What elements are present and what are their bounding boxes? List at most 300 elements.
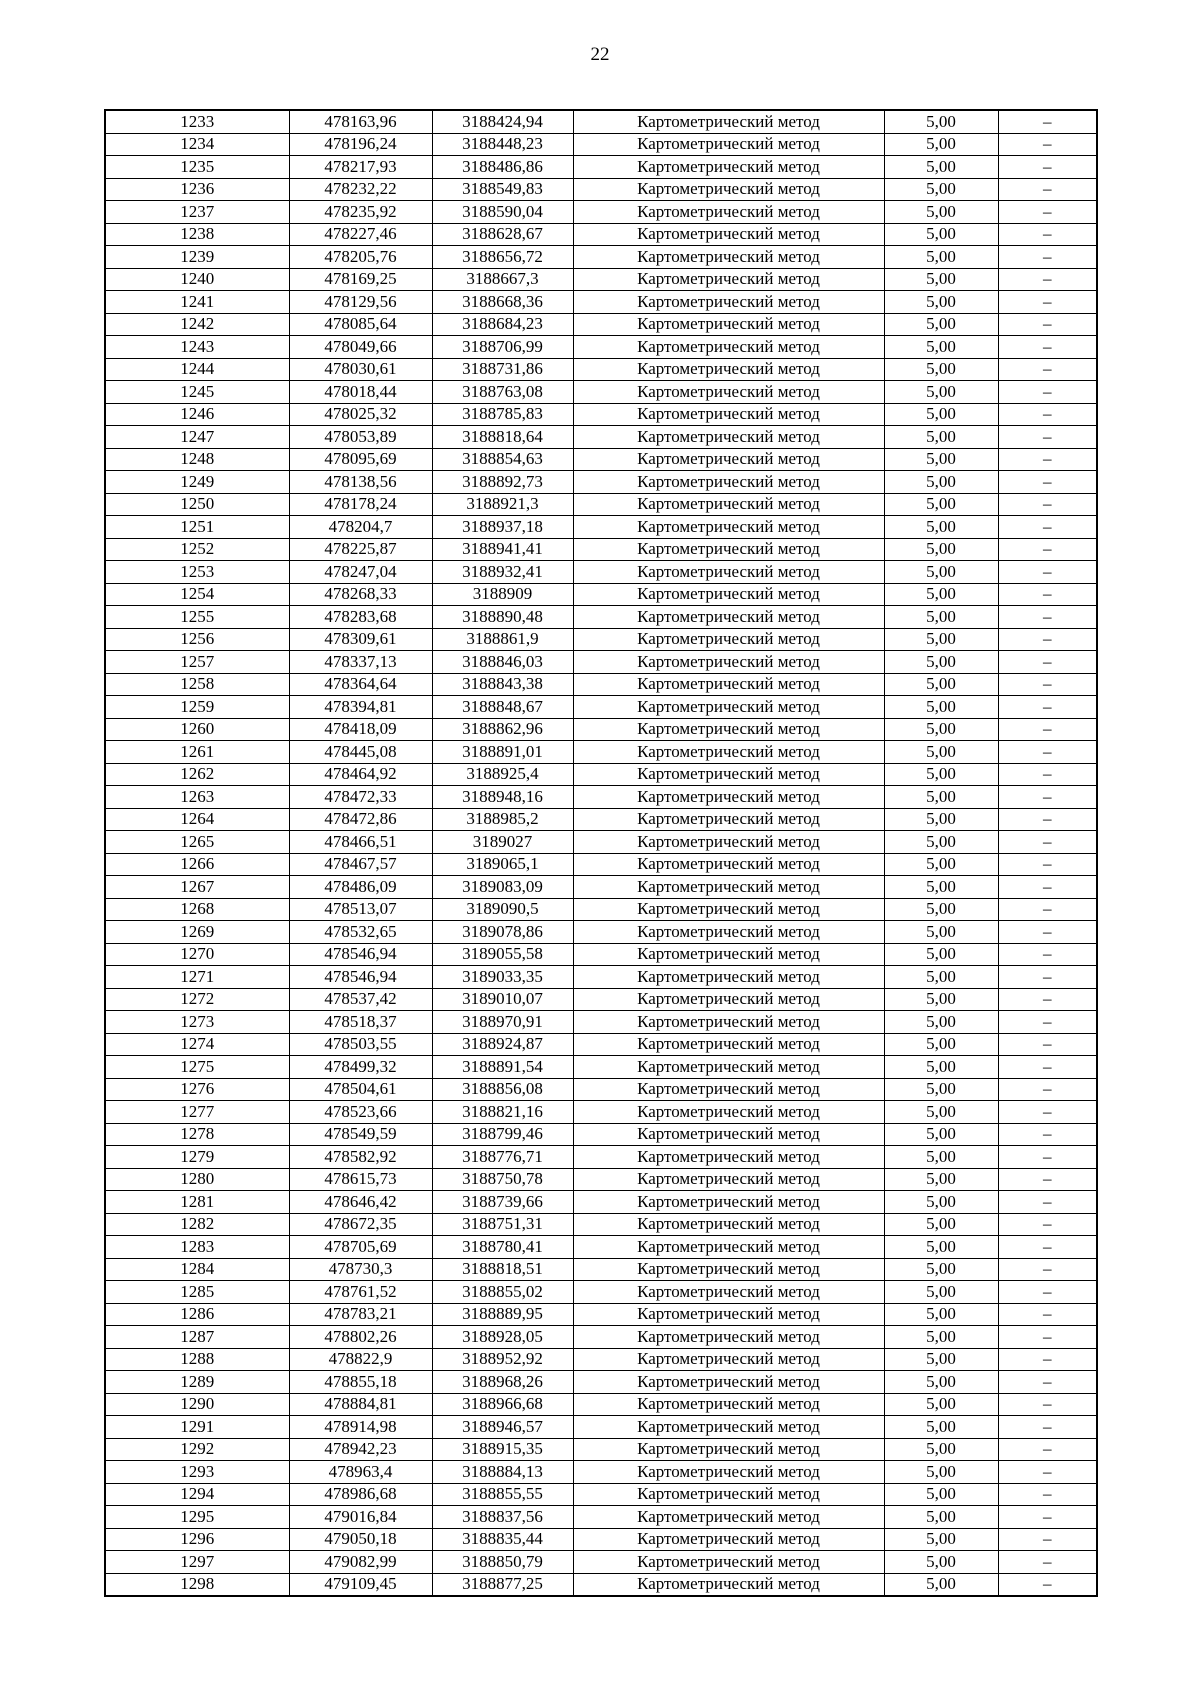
x-coordinate-cell: 478227,46	[289, 223, 432, 246]
x-coordinate-cell: 479050,18	[289, 1528, 432, 1551]
table-row	[105, 1326, 1097, 1349]
y-coordinate-cell: 3188590,04	[432, 201, 573, 224]
accuracy-cell: 5,00	[884, 651, 998, 674]
note-cell: –	[998, 1348, 1097, 1371]
accuracy-cell: 5,00	[884, 1258, 998, 1281]
table-row	[105, 831, 1097, 854]
accuracy-cell: 5,00	[884, 1011, 998, 1034]
note-cell: –	[998, 1573, 1097, 1596]
accuracy-cell: 5,00	[884, 898, 998, 921]
table-row	[105, 763, 1097, 786]
x-coordinate-cell: 478247,04	[289, 561, 432, 584]
point-number-cell: 1262	[105, 763, 289, 786]
point-number-cell: 1255	[105, 606, 289, 629]
point-number-cell: 1282	[105, 1213, 289, 1236]
x-coordinate-cell: 478235,92	[289, 201, 432, 224]
y-coordinate-cell: 3188854,63	[432, 448, 573, 471]
x-coordinate-cell: 478085,64	[289, 313, 432, 336]
point-number-cell: 1247	[105, 426, 289, 449]
y-coordinate-cell: 3188837,56	[432, 1506, 573, 1529]
x-coordinate-cell: 478582,92	[289, 1146, 432, 1169]
method-cell: Картометрический метод	[573, 673, 884, 696]
note-cell: –	[998, 178, 1097, 201]
y-coordinate-cell: 3188776,71	[432, 1146, 573, 1169]
x-coordinate-cell: 478486,09	[289, 876, 432, 899]
accuracy-cell: 5,00	[884, 966, 998, 989]
method-cell: Картометрический метод	[573, 426, 884, 449]
point-number-cell: 1288	[105, 1348, 289, 1371]
table-row	[105, 291, 1097, 314]
x-coordinate-cell: 478532,65	[289, 921, 432, 944]
accuracy-cell: 5,00	[884, 538, 998, 561]
note-cell: –	[998, 876, 1097, 899]
method-cell: Картометрический метод	[573, 583, 884, 606]
table-row	[105, 381, 1097, 404]
y-coordinate-cell: 3188684,23	[432, 313, 573, 336]
point-number-cell: 1234	[105, 133, 289, 156]
note-cell: –	[998, 1303, 1097, 1326]
table-row	[105, 718, 1097, 741]
x-coordinate-cell: 478129,56	[289, 291, 432, 314]
y-coordinate-cell: 3188884,13	[432, 1461, 573, 1484]
x-coordinate-cell: 478095,69	[289, 448, 432, 471]
note-cell: –	[998, 943, 1097, 966]
table-row	[105, 538, 1097, 561]
note-cell: –	[998, 1236, 1097, 1259]
y-coordinate-cell: 3188549,83	[432, 178, 573, 201]
method-cell: Картометрический метод	[573, 1123, 884, 1146]
x-coordinate-cell: 478053,89	[289, 426, 432, 449]
y-coordinate-cell: 3189033,35	[432, 966, 573, 989]
point-number-cell: 1239	[105, 246, 289, 269]
point-number-cell: 1256	[105, 628, 289, 651]
accuracy-cell: 5,00	[884, 718, 998, 741]
x-coordinate-cell: 478504,61	[289, 1078, 432, 1101]
table-row	[105, 1348, 1097, 1371]
x-coordinate-cell: 478217,93	[289, 156, 432, 179]
accuracy-cell: 5,00	[884, 943, 998, 966]
y-coordinate-cell: 3188706,99	[432, 336, 573, 359]
table-row	[105, 471, 1097, 494]
table-row	[105, 1416, 1097, 1439]
point-number-cell: 1258	[105, 673, 289, 696]
y-coordinate-cell: 3188785,83	[432, 403, 573, 426]
table-row	[105, 1528, 1097, 1551]
method-cell: Картометрический метод	[573, 943, 884, 966]
x-coordinate-cell: 478855,18	[289, 1371, 432, 1394]
point-number-cell: 1289	[105, 1371, 289, 1394]
method-cell: Картометрический метод	[573, 471, 884, 494]
method-cell: Картометрический метод	[573, 1461, 884, 1484]
x-coordinate-cell: 478466,51	[289, 831, 432, 854]
y-coordinate-cell: 3188948,16	[432, 786, 573, 809]
method-cell: Картометрический метод	[573, 1213, 884, 1236]
method-cell: Картометрический метод	[573, 133, 884, 156]
accuracy-cell: 5,00	[884, 1146, 998, 1169]
method-cell: Картометрический метод	[573, 1191, 884, 1214]
method-cell: Картометрический метод	[573, 1258, 884, 1281]
accuracy-cell: 5,00	[884, 471, 998, 494]
table-row	[105, 583, 1097, 606]
note-cell: –	[998, 201, 1097, 224]
method-cell: Картометрический метод	[573, 448, 884, 471]
x-coordinate-cell: 478537,42	[289, 988, 432, 1011]
table-row	[105, 1393, 1097, 1416]
point-number-cell: 1260	[105, 718, 289, 741]
note-cell: –	[998, 1393, 1097, 1416]
method-cell: Картометрический метод	[573, 1056, 884, 1079]
method-cell: Картометрический метод	[573, 268, 884, 291]
accuracy-cell: 5,00	[884, 763, 998, 786]
point-number-cell: 1250	[105, 493, 289, 516]
accuracy-cell: 5,00	[884, 1528, 998, 1551]
method-cell: Картометрический метод	[573, 1011, 884, 1034]
y-coordinate-cell: 3188846,03	[432, 651, 573, 674]
table-row	[105, 1056, 1097, 1079]
note-cell: –	[998, 246, 1097, 269]
accuracy-cell: 5,00	[884, 493, 998, 516]
point-number-cell: 1270	[105, 943, 289, 966]
accuracy-cell: 5,00	[884, 1551, 998, 1574]
method-cell: Картометрический метод	[573, 1528, 884, 1551]
accuracy-cell: 5,00	[884, 156, 998, 179]
table-row	[105, 561, 1097, 584]
point-number-cell: 1233	[105, 110, 289, 133]
accuracy-cell: 5,00	[884, 1461, 998, 1484]
method-cell: Картометрический метод	[573, 1506, 884, 1529]
y-coordinate-cell: 3188985,2	[432, 808, 573, 831]
accuracy-cell: 5,00	[884, 1056, 998, 1079]
note-cell: –	[998, 516, 1097, 539]
x-coordinate-cell: 478549,59	[289, 1123, 432, 1146]
note-cell: –	[998, 403, 1097, 426]
accuracy-cell: 5,00	[884, 741, 998, 764]
method-cell: Картометрический метод	[573, 1551, 884, 1574]
method-cell: Картометрический метод	[573, 1371, 884, 1394]
x-coordinate-cell: 478472,86	[289, 808, 432, 831]
method-cell: Картометрический метод	[573, 1393, 884, 1416]
accuracy-cell: 5,00	[884, 1078, 998, 1101]
note-cell: –	[998, 471, 1097, 494]
x-coordinate-cell: 478364,64	[289, 673, 432, 696]
table-row	[105, 201, 1097, 224]
note-cell: –	[998, 606, 1097, 629]
coordinates-table	[104, 109, 1098, 1597]
table-row	[105, 426, 1097, 449]
point-number-cell: 1278	[105, 1123, 289, 1146]
y-coordinate-cell: 3188799,46	[432, 1123, 573, 1146]
point-number-cell: 1281	[105, 1191, 289, 1214]
note-cell: –	[998, 1078, 1097, 1101]
method-cell: Картометрический метод	[573, 246, 884, 269]
point-number-cell: 1266	[105, 853, 289, 876]
y-coordinate-cell: 3188751,31	[432, 1213, 573, 1236]
point-number-cell: 1237	[105, 201, 289, 224]
accuracy-cell: 5,00	[884, 1573, 998, 1596]
point-number-cell: 1249	[105, 471, 289, 494]
point-number-cell: 1235	[105, 156, 289, 179]
method-cell: Картометрический метод	[573, 606, 884, 629]
table-row	[105, 673, 1097, 696]
accuracy-cell: 5,00	[884, 1101, 998, 1124]
point-number-cell: 1251	[105, 516, 289, 539]
point-number-cell: 1280	[105, 1168, 289, 1191]
accuracy-cell: 5,00	[884, 1033, 998, 1056]
x-coordinate-cell: 478499,32	[289, 1056, 432, 1079]
accuracy-cell: 5,00	[884, 696, 998, 719]
x-coordinate-cell: 479082,99	[289, 1551, 432, 1574]
y-coordinate-cell: 3188877,25	[432, 1573, 573, 1596]
x-coordinate-cell: 478196,24	[289, 133, 432, 156]
x-coordinate-cell: 478705,69	[289, 1236, 432, 1259]
note-cell: –	[998, 831, 1097, 854]
point-number-cell: 1252	[105, 538, 289, 561]
accuracy-cell: 5,00	[884, 223, 998, 246]
method-cell: Картометрический метод	[573, 493, 884, 516]
x-coordinate-cell: 479016,84	[289, 1506, 432, 1529]
method-cell: Картометрический метод	[573, 223, 884, 246]
x-coordinate-cell: 478445,08	[289, 741, 432, 764]
y-coordinate-cell: 3188861,9	[432, 628, 573, 651]
point-number-cell: 1271	[105, 966, 289, 989]
note-cell: –	[998, 268, 1097, 291]
note-cell: –	[998, 156, 1097, 179]
accuracy-cell: 5,00	[884, 336, 998, 359]
table-row	[105, 741, 1097, 764]
accuracy-cell: 5,00	[884, 1213, 998, 1236]
table-row	[105, 921, 1097, 944]
method-cell: Картометрический метод	[573, 178, 884, 201]
table-row	[105, 898, 1097, 921]
table-row	[105, 246, 1097, 269]
accuracy-cell: 5,00	[884, 178, 998, 201]
y-coordinate-cell: 3188855,02	[432, 1281, 573, 1304]
x-coordinate-cell: 478646,42	[289, 1191, 432, 1214]
method-cell: Картометрический метод	[573, 110, 884, 133]
table-row	[105, 1551, 1097, 1574]
method-cell: Картометрический метод	[573, 538, 884, 561]
note-cell: –	[998, 291, 1097, 314]
table-row	[105, 808, 1097, 831]
accuracy-cell: 5,00	[884, 876, 998, 899]
x-coordinate-cell: 478337,13	[289, 651, 432, 674]
accuracy-cell: 5,00	[884, 381, 998, 404]
y-coordinate-cell: 3188780,41	[432, 1236, 573, 1259]
accuracy-cell: 5,00	[884, 1123, 998, 1146]
table-row	[105, 1146, 1097, 1169]
point-number-cell: 1265	[105, 831, 289, 854]
x-coordinate-cell: 478049,66	[289, 336, 432, 359]
x-coordinate-cell: 478205,76	[289, 246, 432, 269]
point-number-cell: 1242	[105, 313, 289, 336]
accuracy-cell: 5,00	[884, 1303, 998, 1326]
accuracy-cell: 5,00	[884, 1348, 998, 1371]
y-coordinate-cell: 3189027	[432, 831, 573, 854]
x-coordinate-cell: 478802,26	[289, 1326, 432, 1349]
method-cell: Картометрический метод	[573, 741, 884, 764]
note-cell: –	[998, 1483, 1097, 1506]
method-cell: Картометрический метод	[573, 966, 884, 989]
method-cell: Картометрический метод	[573, 358, 884, 381]
note-cell: –	[998, 1101, 1097, 1124]
y-coordinate-cell: 3188862,96	[432, 718, 573, 741]
x-coordinate-cell: 478914,98	[289, 1416, 432, 1439]
accuracy-cell: 5,00	[884, 313, 998, 336]
note-cell: –	[998, 426, 1097, 449]
point-number-cell: 1293	[105, 1461, 289, 1484]
x-coordinate-cell: 478472,33	[289, 786, 432, 809]
note-cell: –	[998, 313, 1097, 336]
point-number-cell: 1267	[105, 876, 289, 899]
accuracy-cell: 5,00	[884, 1506, 998, 1529]
y-coordinate-cell: 3188818,64	[432, 426, 573, 449]
x-coordinate-cell: 478503,55	[289, 1033, 432, 1056]
accuracy-cell: 5,00	[884, 628, 998, 651]
method-cell: Картометрический метод	[573, 336, 884, 359]
x-coordinate-cell: 478418,09	[289, 718, 432, 741]
accuracy-cell: 5,00	[884, 403, 998, 426]
y-coordinate-cell: 3188952,92	[432, 1348, 573, 1371]
table-row	[105, 358, 1097, 381]
y-coordinate-cell: 3188628,67	[432, 223, 573, 246]
y-coordinate-cell: 3188889,95	[432, 1303, 573, 1326]
point-number-cell: 1268	[105, 898, 289, 921]
table-row	[105, 313, 1097, 336]
table-row	[105, 1258, 1097, 1281]
table-row	[105, 943, 1097, 966]
y-coordinate-cell: 3188915,35	[432, 1438, 573, 1461]
table-row	[105, 268, 1097, 291]
point-number-cell: 1257	[105, 651, 289, 674]
method-cell: Картометрический метод	[573, 561, 884, 584]
table-row	[105, 1438, 1097, 1461]
table-row	[105, 223, 1097, 246]
point-number-cell: 1287	[105, 1326, 289, 1349]
point-number-cell: 1297	[105, 1551, 289, 1574]
note-cell: –	[998, 1056, 1097, 1079]
method-cell: Картометрический метод	[573, 1438, 884, 1461]
y-coordinate-cell: 3188739,66	[432, 1191, 573, 1214]
note-cell: –	[998, 763, 1097, 786]
y-coordinate-cell: 3188656,72	[432, 246, 573, 269]
note-cell: –	[998, 1326, 1097, 1349]
x-coordinate-cell: 478467,57	[289, 853, 432, 876]
method-cell: Картометрический метод	[573, 1033, 884, 1056]
point-number-cell: 1240	[105, 268, 289, 291]
point-number-cell: 1253	[105, 561, 289, 584]
note-cell: –	[998, 1551, 1097, 1574]
method-cell: Картометрический метод	[573, 696, 884, 719]
y-coordinate-cell: 3188856,08	[432, 1078, 573, 1101]
table-row	[105, 1123, 1097, 1146]
note-cell: –	[998, 1438, 1097, 1461]
x-coordinate-cell: 478822,9	[289, 1348, 432, 1371]
y-coordinate-cell: 3189090,5	[432, 898, 573, 921]
x-coordinate-cell: 478138,56	[289, 471, 432, 494]
note-cell: –	[998, 381, 1097, 404]
y-coordinate-cell: 3189010,07	[432, 988, 573, 1011]
x-coordinate-cell: 478283,68	[289, 606, 432, 629]
table-row	[105, 1101, 1097, 1124]
note-cell: –	[998, 133, 1097, 156]
x-coordinate-cell: 478268,33	[289, 583, 432, 606]
y-coordinate-cell: 3188925,4	[432, 763, 573, 786]
method-cell: Картометрический метод	[573, 786, 884, 809]
note-cell: –	[998, 988, 1097, 1011]
accuracy-cell: 5,00	[884, 516, 998, 539]
note-cell: –	[998, 966, 1097, 989]
y-coordinate-cell: 3188937,18	[432, 516, 573, 539]
point-number-cell: 1254	[105, 583, 289, 606]
point-number-cell: 1296	[105, 1528, 289, 1551]
note-cell: –	[998, 673, 1097, 696]
x-coordinate-cell: 478942,23	[289, 1438, 432, 1461]
note-cell: –	[998, 448, 1097, 471]
method-cell: Картометрический метод	[573, 1326, 884, 1349]
y-coordinate-cell: 3188750,78	[432, 1168, 573, 1191]
table-row	[105, 1033, 1097, 1056]
note-cell: –	[998, 628, 1097, 651]
accuracy-cell: 5,00	[884, 1393, 998, 1416]
method-cell: Картометрический метод	[573, 1101, 884, 1124]
point-number-cell: 1292	[105, 1438, 289, 1461]
note-cell: –	[998, 1168, 1097, 1191]
x-coordinate-cell: 478761,52	[289, 1281, 432, 1304]
point-number-cell: 1273	[105, 1011, 289, 1034]
method-cell: Картометрический метод	[573, 876, 884, 899]
accuracy-cell: 5,00	[884, 808, 998, 831]
point-number-cell: 1261	[105, 741, 289, 764]
note-cell: –	[998, 493, 1097, 516]
note-cell: –	[998, 1191, 1097, 1214]
note-cell: –	[998, 808, 1097, 831]
y-coordinate-cell: 3188946,57	[432, 1416, 573, 1439]
x-coordinate-cell: 478225,87	[289, 538, 432, 561]
point-number-cell: 1238	[105, 223, 289, 246]
accuracy-cell: 5,00	[884, 1416, 998, 1439]
table-row	[105, 1371, 1097, 1394]
table-row	[105, 1303, 1097, 1326]
y-coordinate-cell: 3189055,58	[432, 943, 573, 966]
table-row	[105, 178, 1097, 201]
point-number-cell: 1286	[105, 1303, 289, 1326]
table-row	[105, 336, 1097, 359]
method-cell: Картометрический метод	[573, 1281, 884, 1304]
y-coordinate-cell: 3188892,73	[432, 471, 573, 494]
method-cell: Картометрический метод	[573, 718, 884, 741]
x-coordinate-cell: 478030,61	[289, 358, 432, 381]
table-row	[105, 1078, 1097, 1101]
table-row	[105, 1191, 1097, 1214]
table-row	[105, 133, 1097, 156]
point-number-cell: 1275	[105, 1056, 289, 1079]
accuracy-cell: 5,00	[884, 1326, 998, 1349]
note-cell: –	[998, 336, 1097, 359]
y-coordinate-cell: 3188424,94	[432, 110, 573, 133]
point-number-cell: 1246	[105, 403, 289, 426]
table-row	[105, 853, 1097, 876]
y-coordinate-cell: 3188891,01	[432, 741, 573, 764]
method-cell: Картометрический метод	[573, 651, 884, 674]
method-cell: Картометрический метод	[573, 1416, 884, 1439]
table-row	[105, 493, 1097, 516]
method-cell: Картометрический метод	[573, 201, 884, 224]
table-row	[105, 1213, 1097, 1236]
x-coordinate-cell: 478464,92	[289, 763, 432, 786]
point-number-cell: 1285	[105, 1281, 289, 1304]
note-cell: –	[998, 1281, 1097, 1304]
y-coordinate-cell: 3188667,3	[432, 268, 573, 291]
